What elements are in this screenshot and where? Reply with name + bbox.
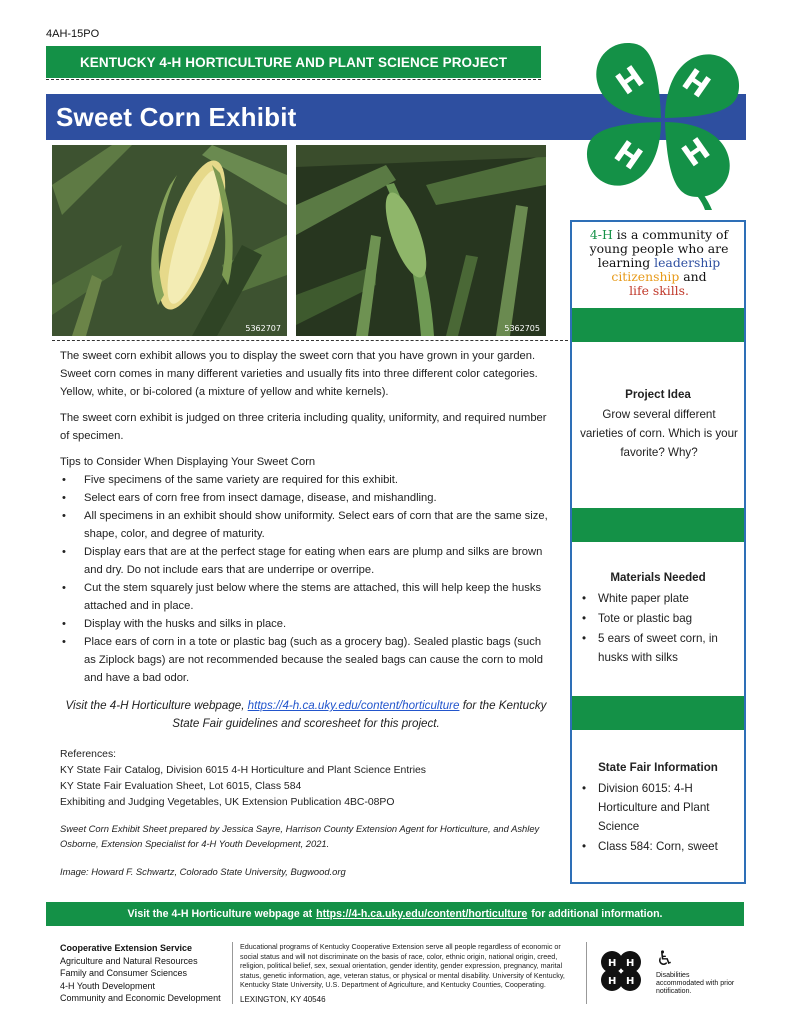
equal-opportunity-statement: Educational programs of Kentucky Cooperative Extension serve all people regardless of economic or social status and will not discriminate on the basis of race, color, ethnic origin, national origin, creed, religion, political belief, sex, sexual orientation, gender identity, gender expression, pregnancy, marital status, genetic information, age, veteran status, or physical or mental disability. University of Kentucky, Kentucky State University, U.S. Department of Agriculture, and Kentucky Counties, Cooperating.: [240, 942, 565, 990]
tagline-part: and: [679, 269, 707, 284]
disabilities-notice: Disabilities accommodated with prior notification.: [656, 972, 735, 995]
svg-text:H: H: [626, 958, 635, 969]
tagline-part: life skills.: [629, 283, 689, 298]
state-fair-title: State Fair Information: [598, 761, 718, 774]
image-credit: Image: Howard F. Schwartz, Colorado State University, Bugwood.org: [60, 866, 346, 877]
references: [60, 747, 552, 811]
coop-line: Family and Consumer Sciences: [60, 968, 188, 978]
wheelchair-icon: ♿: [656, 948, 674, 970]
list-item: • Tote or plastic bag: [580, 609, 740, 628]
coop-extension-block: [60, 942, 221, 1005]
reference-item: Exhibiting and Judging Vegetables, UK Extension Publication 4BC-08PO: [60, 797, 395, 808]
divider: [586, 942, 587, 1004]
main-content: [60, 347, 552, 881]
sidebar-divider-band: [572, 696, 744, 730]
footer-link[interactable]: https://4-h.ca.uky.edu/content/horticulture: [316, 908, 528, 920]
photo-id: 5362705: [504, 324, 540, 333]
list-item: • Display ears that are at the perfect stage for eating when ears are plump and silks are brown and dry. Do not include ears that are underripe or overripe.: [60, 543, 552, 579]
footer-bar: [46, 902, 744, 926]
four-h-tagline: [578, 228, 740, 298]
svg-text:H: H: [608, 976, 617, 987]
list-item: • Five specimens of the same variety are required for this exhibit.: [60, 471, 552, 489]
project-banner: KENTUCKY 4-H HORTICULTURE AND PLANT SCIENCE PROJECT: [46, 46, 541, 78]
coop-line: 4-H Youth Development: [60, 980, 156, 991]
coop-head: Cooperative Extension Service: [60, 943, 193, 953]
four-h-clover-logo: [566, 30, 756, 210]
footer-text: for additional information.: [531, 908, 663, 920]
tips-list: [60, 471, 552, 687]
prepared-by: Sweet Corn Exhibit Sheet prepared by Jessica Sayre, Harrison County Extension Agent for Horticulture, and Ashley Osborne, Extension Specialist for 4-H Youth Development, 2021.: [60, 823, 540, 849]
reference-item: KY State Fair Evaluation Sheet, Lot 6015, Class 584: [60, 781, 302, 792]
list-item: • Place ears of corn in a tote or plastic bag (such as a grocery bag). Sealed plastic bags (such as Ziplock bags) are not recommended because the sealed bags can cause the corn to mold and have a bad odor.: [60, 633, 552, 687]
tagline-part: 4-H: [589, 227, 613, 242]
svg-text:H: H: [626, 976, 635, 987]
judged-paragraph: The sweet corn exhibit is judged on three criteria including quality, uniformity, and required number of specimen.: [60, 412, 547, 442]
small-clover-icon: [595, 945, 647, 997]
intro-paragraph: The sweet corn exhibit allows you to display the sweet corn that you have grown in your garden. Sweet corn comes in many different varieties and usually fits into three different color categories. Yellow, white, or bi-colored (a mixture of yellow and white kernels).: [60, 350, 538, 398]
horticulture-link[interactable]: https://4-h.ca.uky.edu/content/horticulture: [247, 699, 460, 712]
list-item: • Select ears of corn free from insect damage, disease, and mishandling.: [60, 489, 552, 507]
list-item: • All specimens in an exhibit should show uniformity. Select ears of corn that are the same size, shape, color, and degree of maturity.: [60, 507, 552, 543]
divider: [52, 340, 568, 341]
visit-line: [60, 697, 552, 733]
materials-title: Materials Needed: [610, 571, 706, 584]
page-title: Sweet Corn Exhibit: [56, 102, 297, 132]
list-item: • Class 584: Corn, sweet: [580, 837, 740, 856]
list-item: • Cut the stem squarely just below where the stems are attached, this will help keep the husks attached and in place.: [60, 579, 552, 615]
coop-line: Community and Economic Development: [60, 993, 221, 1003]
sidebar-divider-band: [572, 508, 744, 542]
visit-text: for the Kentucky State Fair guidelines and scoresheet for this project.: [172, 699, 547, 730]
corn-photo: [52, 145, 287, 336]
coop-line: Agriculture and Natural Resources: [60, 955, 198, 966]
address: LEXINGTON, KY 40546: [240, 995, 326, 1004]
tips-heading: Tips to Consider When Displaying Your Sweet Corn: [60, 456, 316, 468]
visit-text: Visit the 4-H Horticulture webpage,: [65, 699, 248, 712]
state-fair-list: [580, 779, 740, 857]
svg-text:H: H: [607, 134, 649, 178]
list-item: • White paper plate: [580, 589, 740, 608]
document-id: 4AH-15PO: [46, 28, 100, 40]
sidebar: [570, 220, 746, 884]
tagline-part: leadership: [654, 255, 721, 270]
materials-list: [580, 589, 740, 668]
divider: [232, 942, 233, 1004]
divider: [46, 79, 541, 80]
corn-photo: [296, 145, 546, 336]
svg-text:H: H: [675, 62, 717, 106]
project-idea-title: Project Idea: [625, 388, 691, 401]
list-item: • 5 ears of sweet corn, in husks with silks: [580, 629, 740, 667]
list-item: • Display with the husks and silks in place.: [60, 615, 552, 633]
svg-text:H: H: [676, 131, 717, 175]
sidebar-divider-band: [572, 308, 744, 342]
svg-text:H: H: [608, 958, 617, 969]
tagline-part: is a community of young people who are learning: [589, 227, 729, 270]
reference-item: KY State Fair Catalog, Division 6015 4-H Horticulture and Plant Science Entries: [60, 765, 426, 776]
references-heading: References:: [60, 749, 117, 760]
tagline-part: citizenship: [611, 269, 680, 284]
photo-id: 5362707: [245, 324, 281, 333]
svg-text:H: H: [610, 59, 651, 103]
list-item: • Division 6015: 4-H Horticulture and Plant Science: [580, 779, 740, 836]
project-idea-text: Grow several different varieties of corn. Which is your favorite? Why?: [580, 408, 738, 459]
footer-text: Visit the 4-H Horticulture webpage at: [127, 908, 313, 920]
